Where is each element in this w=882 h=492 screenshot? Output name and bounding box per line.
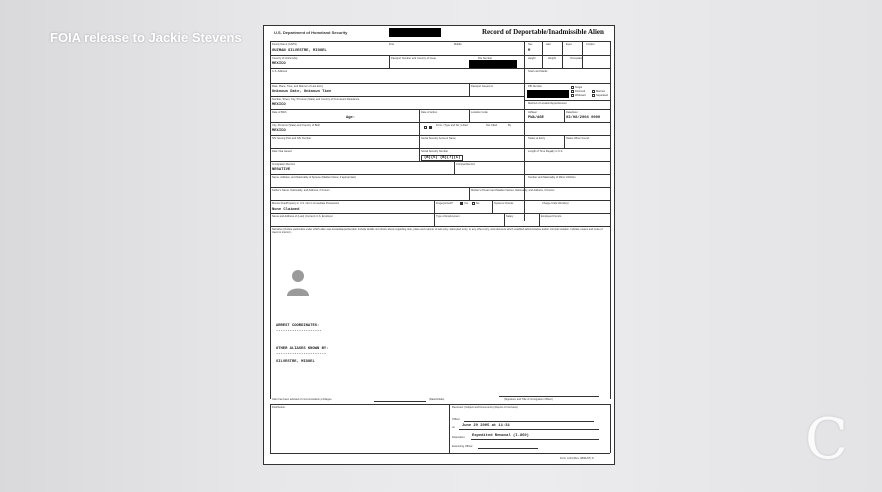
cell-divider	[419, 148, 420, 161]
not-lifted-label: Not Lifted	[486, 124, 498, 127]
cell-divider	[270, 404, 271, 453]
cell-divider	[469, 109, 470, 122]
cell-divider	[610, 404, 611, 453]
passport-issued-label: Passport Issued on	[471, 85, 494, 88]
name-value: GUZMAN SILVESTRE, MIGUEL	[272, 49, 327, 53]
employed-from-label: Employed from/to	[541, 215, 562, 218]
redaction-bar	[469, 60, 517, 68]
age-value: Age:	[346, 116, 356, 120]
niv-label: NIV Issuing Post and NIV Number	[272, 137, 312, 140]
officer-label: Officer:	[452, 418, 461, 421]
checkbox	[592, 94, 595, 97]
ssn-redaction-code: (B)(6) (B)(7)(C)	[421, 155, 463, 161]
disposition-value: Expedited Removal (I-860)	[472, 434, 529, 438]
country-citizenship-label: Country of Citizenship	[272, 57, 298, 60]
cell-divider	[449, 404, 450, 453]
date-place-entry-label: Date, Place, Time, and Manner of Last Entry	[272, 85, 324, 88]
fill-line	[459, 429, 599, 430]
row-rule	[270, 213, 610, 214]
row-rule	[270, 68, 610, 69]
method-location-label: Method of Location/Apprehension	[528, 102, 567, 105]
first-name-label: First	[389, 43, 395, 46]
checkbox	[592, 90, 595, 93]
date-of-action-label: Date of Action	[421, 111, 438, 114]
cell-divider	[419, 135, 420, 148]
table-right-border	[610, 41, 611, 399]
cell-divider	[539, 213, 540, 226]
cell-divider	[469, 83, 470, 96]
hair-label: Hair	[546, 43, 551, 46]
fill-line	[471, 439, 599, 440]
cell-divider	[419, 109, 420, 122]
row-rule	[270, 83, 610, 84]
middle-name-label: Middle	[454, 43, 462, 46]
entry-value: Unknown Date, Unknown Time	[272, 90, 332, 94]
by-label: By	[508, 124, 512, 127]
at-near-label: At/Near	[528, 111, 537, 114]
checkbox-checked	[460, 202, 463, 205]
checkbox	[571, 90, 574, 93]
monies-label: Monies Due/Property in U.S. Not in Immediate Possession	[272, 202, 340, 205]
mothers-name-label: Mother's Present and Maiden Names, Nationality, and Address, if Known	[471, 189, 555, 192]
advised-communication-label: Alien has been advised of communication privileges	[272, 398, 332, 401]
fathers-name-label: Father's Name, Nationality, and Address, if Known	[272, 189, 330, 192]
residence-label: Number, Street, City, Province (State) and Country of Permanent Residence	[272, 98, 360, 101]
other-aliases-rule: ----------------------	[276, 352, 327, 356]
divorced-label: Divorced	[575, 90, 586, 93]
status-entry-label: Status at Entry	[528, 137, 546, 140]
redaction-bar	[389, 28, 441, 37]
eyes-label: Eyes	[566, 43, 572, 46]
scars-marks-label: Scars and Marks	[528, 70, 548, 73]
row-rule	[270, 122, 610, 123]
on-label: on	[452, 426, 455, 429]
person-placeholder-icon	[286, 266, 310, 298]
residence-value: MEXICO	[272, 103, 286, 107]
city-birth-value: MEXICO	[272, 129, 286, 133]
row-rule	[524, 100, 610, 101]
row-rule	[270, 109, 610, 110]
agency-name: U.S. Department of Homeland Security	[274, 30, 348, 35]
ssn-label: Social Security Number	[421, 150, 449, 153]
spouse-label: Name, Address, and Nationality of Spouse (Maiden Name, if appropriate)	[272, 176, 356, 179]
immigration-record-label: Immigration Record	[272, 163, 295, 166]
date-of-birth-label: Date of Birth	[272, 111, 287, 114]
employment-type-label: Type of Employment	[436, 215, 460, 218]
city-birth-label: City, Province (State) and Country of Birth	[272, 124, 321, 127]
date-hour-label: Date/Hour	[566, 111, 578, 114]
employer-label: Name and Address of (Last) (Current) U.S. Employer	[272, 215, 333, 218]
checkbox	[472, 202, 475, 205]
other-aliases-label: OTHER ALIASES KNOWN BY:	[276, 347, 329, 351]
cell-divider	[434, 200, 435, 213]
redaction-bar	[527, 90, 569, 98]
yes-label: Yes	[464, 202, 469, 205]
cell-divider	[564, 135, 565, 148]
cell-divider	[389, 55, 390, 68]
alias-name-value: SILVESTRE, MIGUEL	[276, 360, 315, 364]
row-rule	[270, 55, 610, 56]
cell-divider	[564, 109, 565, 122]
cell-divider	[492, 200, 493, 213]
criminal-record-label: Criminal Record	[456, 163, 475, 166]
fill-line	[478, 448, 538, 449]
charge-code-label: Charge Code Words(s)	[542, 202, 569, 205]
header-rule	[270, 41, 610, 42]
row-rule	[270, 148, 610, 149]
checkbox	[424, 126, 427, 129]
salary-label: Salary	[506, 215, 514, 218]
checkbox	[571, 94, 574, 97]
widowed-label: Widowed	[575, 94, 586, 97]
no-label: No	[476, 202, 480, 205]
form-number-footer: Form I-213 (Rev. 08/01/07) N	[560, 457, 594, 460]
cell-divider	[504, 213, 505, 226]
row-rule	[270, 135, 610, 136]
status-entry-value: PWA/AGE	[528, 116, 544, 120]
separated-label: Separated	[596, 94, 608, 97]
height-label: Height	[528, 57, 536, 60]
checkbox-checked	[429, 126, 432, 129]
children-label: Number and Nationality of Minor Children	[528, 176, 576, 179]
caption-foia-release: FOIA release to Jackie Stevens	[50, 30, 242, 45]
row-rule	[270, 226, 610, 227]
single-label: Single	[575, 86, 583, 89]
examining-officer-label: Examining Officer:	[452, 445, 474, 448]
arrest-coordinates-label: ARREST COORDINATES:	[276, 324, 320, 328]
weight-label: Weight	[548, 57, 557, 60]
status-found-label: Status When Found	[566, 137, 589, 140]
row-rule	[270, 187, 610, 188]
received-label: Received: (Subject and Documents) (Report of Interview)	[452, 406, 518, 409]
sex-label: Sex	[528, 43, 533, 46]
fill-line	[464, 421, 594, 422]
citizenship-value: MEXICO	[272, 62, 286, 66]
sex-value: M	[528, 49, 531, 53]
monies-value: None Claimed	[272, 208, 300, 212]
row-rule	[270, 161, 610, 162]
form-i213-document	[263, 25, 615, 465]
social-security-label: Social Security Account Name	[421, 137, 456, 140]
arrest-coordinates-rule: --------------------	[276, 329, 322, 333]
disposition-label: Disposition:	[452, 436, 466, 439]
officer-signature-label: (Signature and Title of Immigration Officer)	[504, 398, 553, 401]
cell-divider	[469, 187, 470, 200]
signature-line	[374, 401, 426, 402]
cell-divider	[454, 161, 455, 174]
file-number-label: File Number	[478, 57, 493, 60]
fingerprinted-label: Fingerprinted?	[436, 202, 453, 205]
systems-checks-label: Systems Checks	[494, 202, 514, 205]
row-rule	[270, 174, 610, 175]
action-date-value: 03/08/2004 0000	[566, 116, 601, 120]
row-rule	[270, 200, 610, 201]
newspaper-logo-watermark: C	[805, 407, 848, 472]
married-label: Married	[596, 90, 605, 93]
date-visa-label: Date Visa Issued	[272, 150, 292, 153]
distribution-label: Distribution:	[272, 406, 286, 409]
complexion-label: Cmplxn	[586, 43, 595, 46]
form-title: Record of Deportable/Inadmissible Alien	[482, 28, 604, 36]
row-rule	[270, 404, 610, 405]
location-code-label: Location Code	[471, 111, 488, 114]
row-rule	[270, 96, 524, 97]
passport-label: Passport Number and Country of Issue	[391, 57, 436, 60]
immigration-record-value: NEGATIVE	[272, 168, 291, 172]
occupation-label: Occupation	[570, 57, 584, 60]
officer-date-value: June 29 2005 at 11:31	[462, 424, 510, 428]
length-time-label: Length of Time Illegally in U.S.	[528, 150, 564, 153]
us-address-label: U.S. Address	[272, 70, 288, 73]
family-name-label: Family Name (CAPS)	[272, 43, 297, 46]
cell-divider	[419, 122, 420, 135]
cell-divider	[434, 213, 435, 226]
fbi-number-label: FBI Number	[528, 85, 542, 88]
narrative-instructions: Narrative (Outline particulars under which alien was located/apprehended. Include details not shown above regarding time, place and manner of last entry, attempted entry, or any other entry, and elements which establish administrative and/or criminal violation. Indicate means and route of travel to interior.)	[272, 228, 603, 235]
checkbox	[571, 86, 574, 89]
table-left-border	[270, 41, 271, 399]
form-type-label: Form: (Type and No.) Lifted	[436, 124, 468, 127]
row-rule	[270, 453, 610, 454]
date-initials-label: (Date/Initials)	[429, 398, 445, 401]
signature-line	[499, 396, 599, 397]
